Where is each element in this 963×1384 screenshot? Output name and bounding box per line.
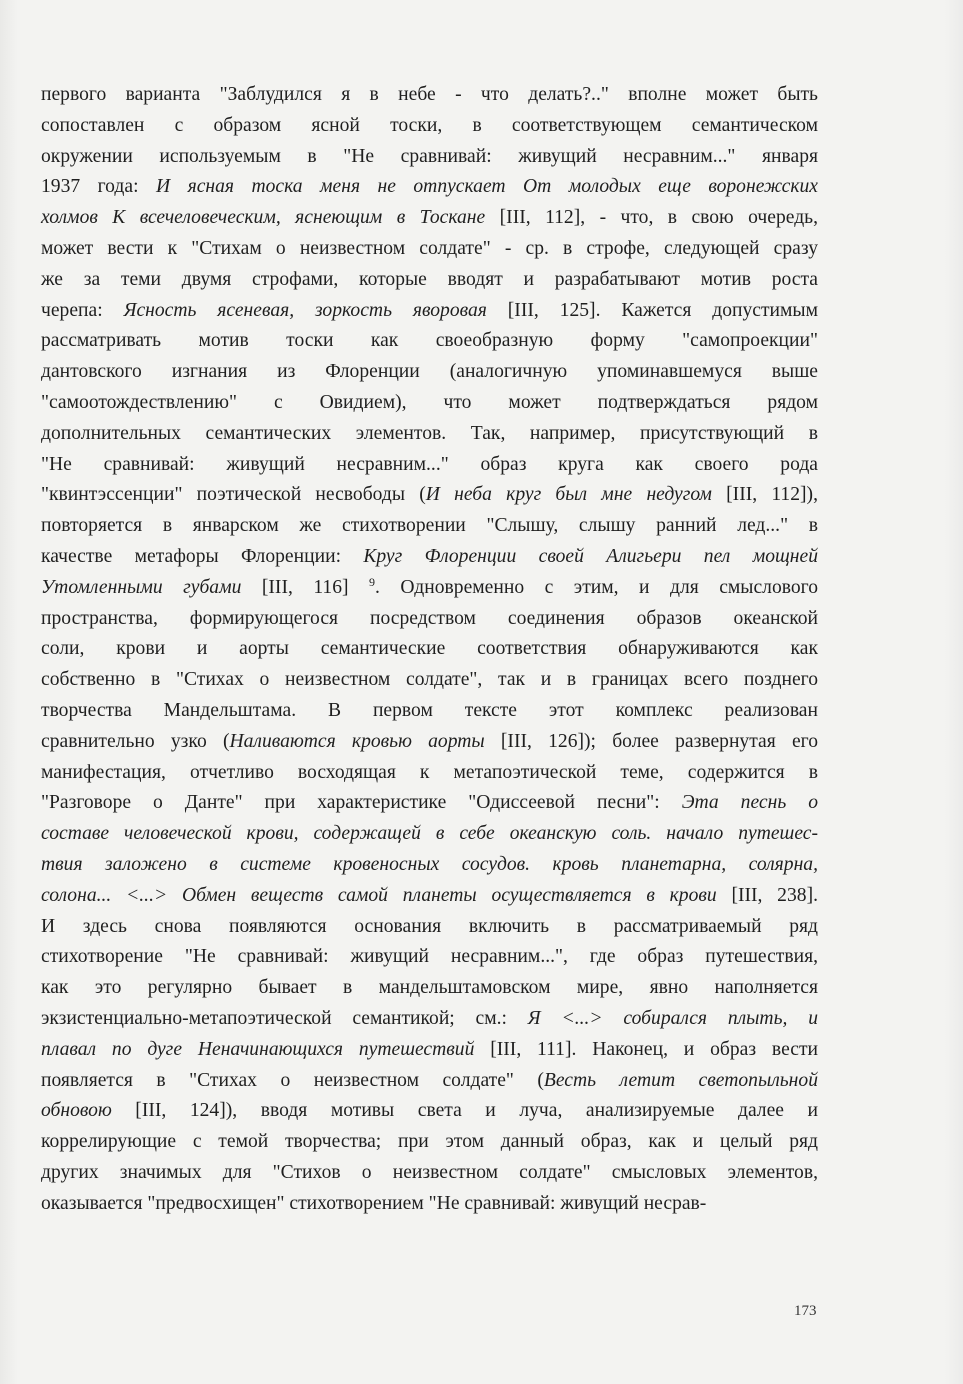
text-segment: повторяется в январском же стихотворении "Слышу, слышу ранний лед..." в: [41, 515, 818, 537]
text-line: [41, 758, 818, 789]
text-segment: как это регулярно бывает в мандельштамовском мире, явно наполняется: [41, 977, 818, 999]
text-line: [41, 172, 818, 203]
text-segment: [III, 125]. Кажется допустимым: [486, 299, 818, 321]
text-segment: сравнительно узко (: [41, 730, 230, 752]
text-line: [41, 604, 818, 635]
quote-text: И ясная тоска меня не отпускает От молодых еще воронежских: [155, 176, 819, 198]
quote-text: Утомленными губами: [41, 576, 242, 598]
quote-text: составе человеческой крови, содержащей в себе океанскую соль. начало путешес-: [41, 823, 818, 845]
text-line: [41, 881, 818, 912]
text-segment: собственно в "Стихах о неизвестном солдате", так и в границах всего позднего: [41, 669, 818, 691]
text-line: [41, 1004, 818, 1035]
text-segment: экзистенциально-метапоэтической семантикой; см.:: [41, 1007, 528, 1029]
text-line: [41, 942, 818, 973]
text-line: [41, 912, 818, 943]
text-line: [41, 203, 818, 234]
text-line: [41, 419, 818, 450]
text-line: [41, 111, 818, 142]
quote-text: Весть летит светопыльной: [543, 1069, 818, 1091]
quote-text: плавал по дуге Неначинающихся путешествий: [41, 1038, 475, 1060]
text-segment: И здесь снова появляются основания включить в рассматриваемый ряд: [41, 915, 818, 937]
quote-text: обновою: [41, 1100, 112, 1122]
text-line: [41, 542, 818, 573]
text-segment: [III, 116]: [241, 576, 370, 598]
text-line: [41, 357, 818, 388]
page-number: 173: [794, 1303, 817, 1319]
text-segment: рассматривать мотив тоски как своеобразную форму "самопроекции": [41, 330, 818, 352]
text-segment: появляется в "Стихах о неизвестном солдате" (: [41, 1069, 544, 1091]
text-line: [41, 1158, 818, 1189]
text-line: [41, 326, 818, 357]
text-segment: дополнительных семантических элементов. Так, например, присутствующий в: [41, 422, 818, 444]
quote-text: Ясность ясеневая, зоркость яворовая: [123, 299, 487, 321]
text-segment: стихотворение "Не сравнивай: живущий несравним...", где образ путешествия,: [41, 946, 818, 968]
text-line: [41, 727, 818, 758]
text-line: [41, 973, 818, 1004]
text-segment: соли, крови и аорты семантические соответствия обнаруживаются как: [41, 638, 818, 660]
text-line: [41, 665, 818, 696]
text-line: [41, 480, 818, 511]
text-segment: же за теми двумя строфами, которые вводят и разрабатывают мотив роста: [41, 268, 818, 290]
text-line: [41, 573, 818, 604]
text-segment: . Одновременно с этим, и для смыслового: [375, 576, 818, 598]
text-segment: [III, 124]), вводя мотивы света и луча, анализируемые далее и: [111, 1100, 818, 1122]
text-line: [41, 1066, 818, 1097]
quote-text: солона... <...> Обмен веществ самой планеты осуществляется в крови: [41, 884, 717, 906]
text-segment: [III, 112]),: [711, 484, 818, 506]
text-line: [41, 388, 818, 419]
text-segment: творчества Мандельштама. В первом тексте этот комплекс реализован: [41, 699, 818, 721]
text-segment: "самоотождествлению" с Овидием), что может подтверждаться рядом: [41, 391, 818, 413]
text-line: [41, 296, 818, 327]
text-line: [41, 265, 818, 296]
text-line: [41, 142, 818, 173]
quote-text: Круг Флоренции своей Алигьери пел мощней: [363, 545, 818, 567]
text-line: [41, 819, 818, 850]
body-text: [41, 80, 818, 1219]
text-line: [41, 634, 818, 665]
text-line: [41, 1189, 818, 1220]
text-line: [41, 511, 818, 542]
text-segment: окружении используемым в "Не сравнивай: живущий несравним..." января: [41, 145, 818, 167]
text-line: [41, 850, 818, 881]
text-line: [41, 1096, 818, 1127]
text-segment: манифестация, отчетливо восходящая к метапоэтической теме, содержится в: [41, 761, 818, 783]
text-segment: [III, 111]. Наконец, и образ вести: [474, 1038, 818, 1060]
text-segment: может вести к "Стихам о неизвестном солдате" - ср. в строфе, следующей сразу: [41, 237, 818, 259]
text-segment: черепа:: [41, 299, 124, 321]
quote-text: И неба круг был мне недугом: [425, 484, 712, 506]
text-segment: "Не сравнивай: живущий несравним..." образ круга как своего рода: [41, 453, 818, 475]
text-line: [41, 80, 818, 111]
text-line: [41, 450, 818, 481]
text-segment: первого варианта "Заблудился я в небе - что делать?.." вполне может быть: [41, 84, 818, 105]
text-segment: [III, 126]); более развернутая его: [484, 730, 818, 752]
quote-text: холмов К всечеловеческим, яснеющим в Тоскане: [41, 207, 486, 229]
footnote-ref: 9: [369, 574, 376, 589]
text-segment: [III, 238].: [716, 884, 818, 906]
text-segment: оказывается "предвосхищен" стихотворением "Не сравнивай: живущий несрав-: [41, 1192, 707, 1214]
text-segment: коррелирующие с темой творчества; при этом данный образ, как и целый ряд: [41, 1131, 818, 1153]
text-segment: "квинтэссенции" поэтической несвободы (: [41, 484, 426, 506]
text-segment: качестве метафоры Флоренции:: [41, 545, 364, 567]
quote-text: Эта песнь о: [681, 792, 818, 814]
text-line: [41, 788, 818, 819]
text-line: [41, 696, 818, 727]
text-line: [41, 234, 818, 265]
text-segment: "Разговоре о Данте" при характеристике "Одиссеевой песни":: [41, 792, 682, 814]
text-line: [41, 1127, 818, 1158]
text-line: [41, 1035, 818, 1066]
text-segment: пространства, формирующегося посредством соединения образов океанской: [41, 607, 818, 629]
text-segment: 1937 года:: [41, 176, 156, 198]
quote-text: твия заложено в системе кровеносных сосудов. кровь планетарна, солярна,: [41, 853, 818, 875]
quote-text: Я <...> собирался плыть, и: [527, 1007, 818, 1029]
quote-text: Наливаются кровью аорты: [229, 730, 485, 752]
text-segment: [III, 112], - что, в свою очередь,: [485, 207, 818, 229]
text-segment: других значимых для "Стихов о неизвестном солдате" смысловых элементов,: [41, 1161, 818, 1183]
text-segment: дантовского изгнания из Флоренции (аналогичную упоминавшемуся выше: [41, 361, 818, 383]
text-segment: сопоставлен с образом ясной тоски, в соответствующем семантическом: [41, 114, 818, 136]
